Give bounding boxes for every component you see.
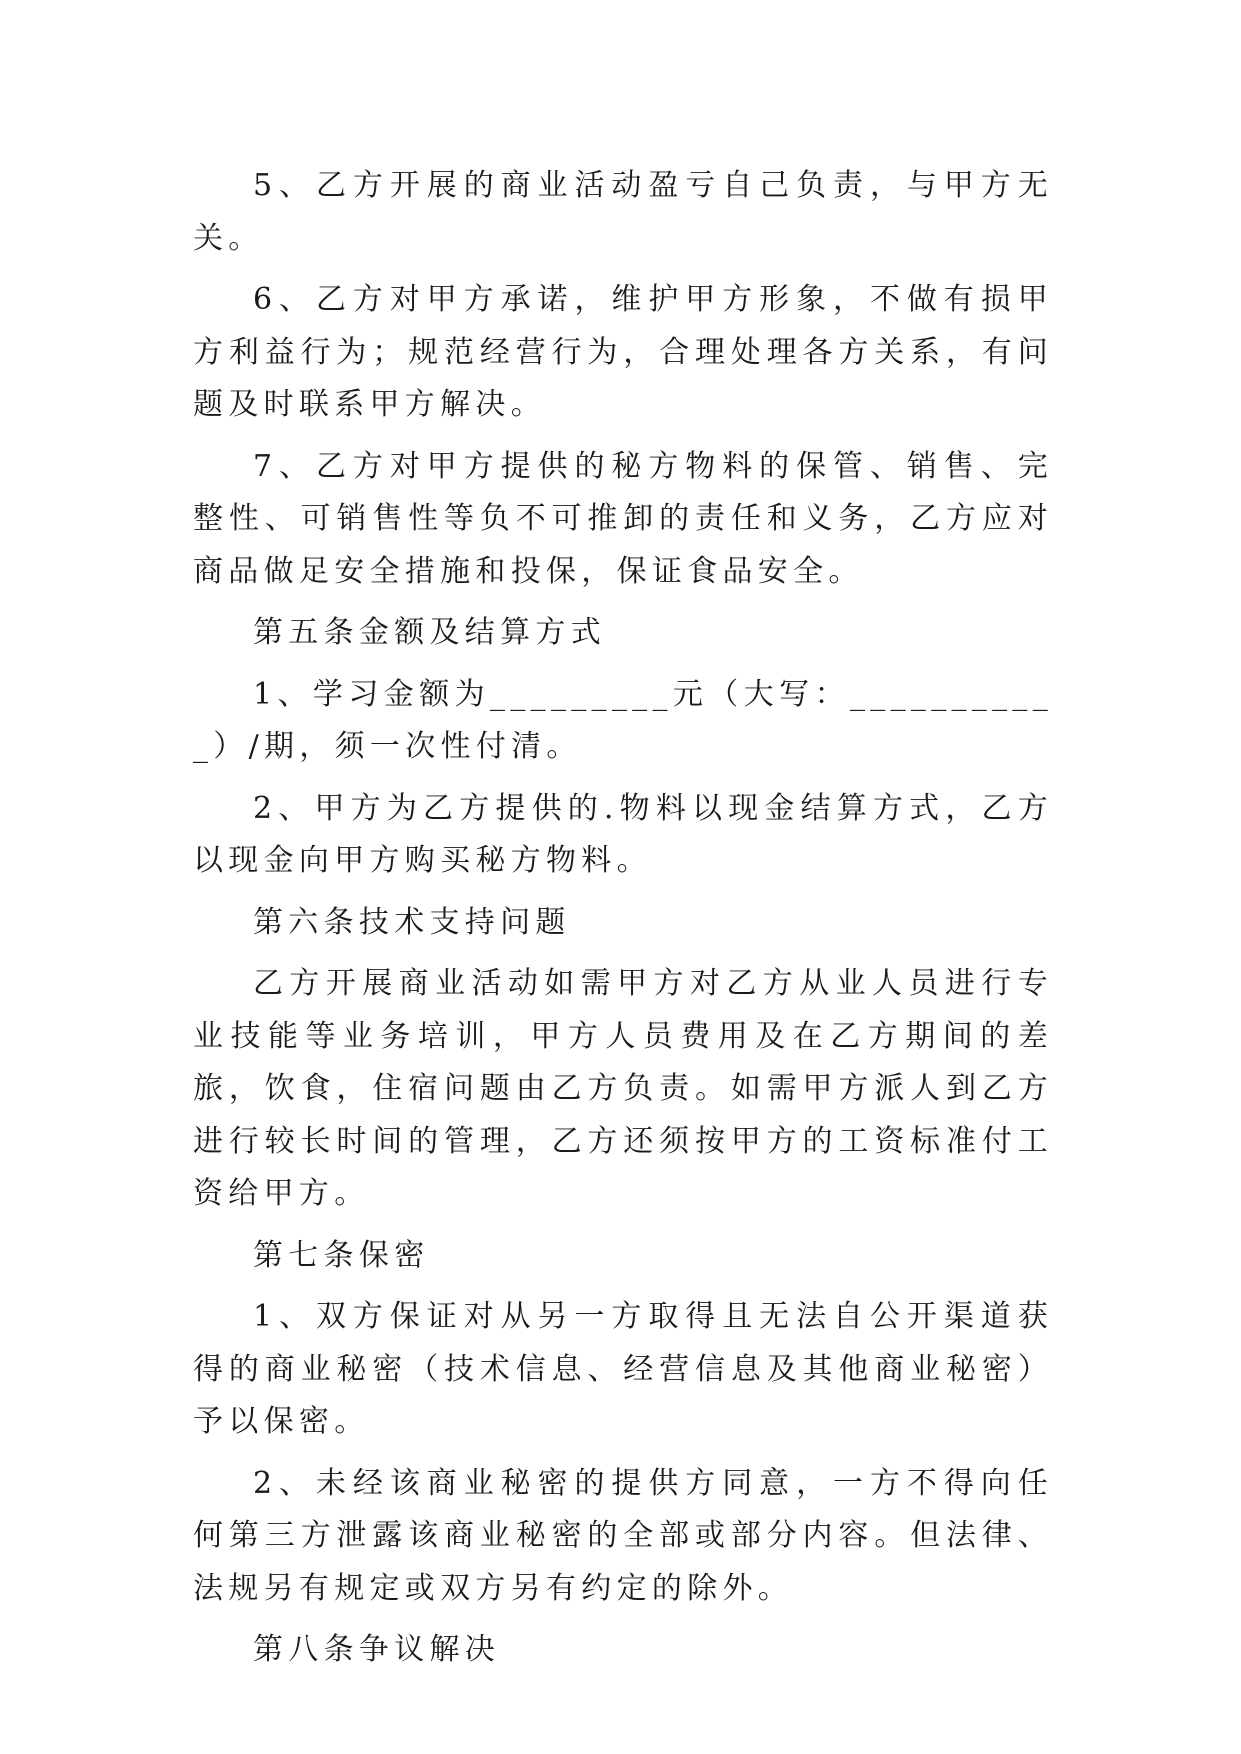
- clause-item-5: 5、乙方开展的商业活动盈亏自己负责，与甲方无关。: [193, 168, 1053, 256]
- article-7-heading: 第七条保密: [253, 1237, 430, 1273]
- article-8-heading: 第八条争议解决: [253, 1632, 501, 1667]
- clause-item-6: 6、乙方对甲方承诺，维护甲方形象，不做有损甲方利益行为；规范经营行为，合理处理各方关系，有问题及时联系甲方解决。: [193, 282, 1053, 422]
- document-body: [193, 160, 1053, 1686]
- article-5-item-1: 1、学习金额为_________元（大写：___________）/期，须一次性付清。: [193, 676, 1053, 764]
- clause-item-7: 7、乙方对甲方提供的秘方物料的保管、销售、完整性、可销售性等负不可推卸的责任和义务，乙方应对商品做足安全措施和投保，保证食品安全。: [193, 448, 1053, 589]
- article-6-body: 乙方开展商业活动如需甲方对乙方从业人员进行专业技能等业务培训，甲方人员费用及在乙方期间的差旅，饮食，住宿问题由乙方负责。如需甲方派人到乙方进行较长时间的管理，乙方还须按甲方的工资标准付工资给甲方。: [193, 966, 1053, 1211]
- article-6-heading: 第六条技术支持问题: [253, 904, 571, 940]
- article-5-heading: 第五条金额及结算方式: [253, 615, 606, 650]
- article-7-item-2: 2、未经该商业秘密的提供方同意，一方不得向任何第三方泄露该商业秘密的全部或部分内容。但法律、法规另有规定或双方另有约定的除外。: [193, 1465, 1053, 1606]
- article-7-item-1: 1、双方保证对从另一方取得且无法自公开渠道获得的商业秘密（技术信息、经营信息及其他商业秘密）予以保密。: [193, 1299, 1053, 1439]
- article-5-item-2: 2、甲方为乙方提供的.物料以现金结算方式，乙方以现金向甲方购买秘方物料。: [193, 790, 1053, 878]
